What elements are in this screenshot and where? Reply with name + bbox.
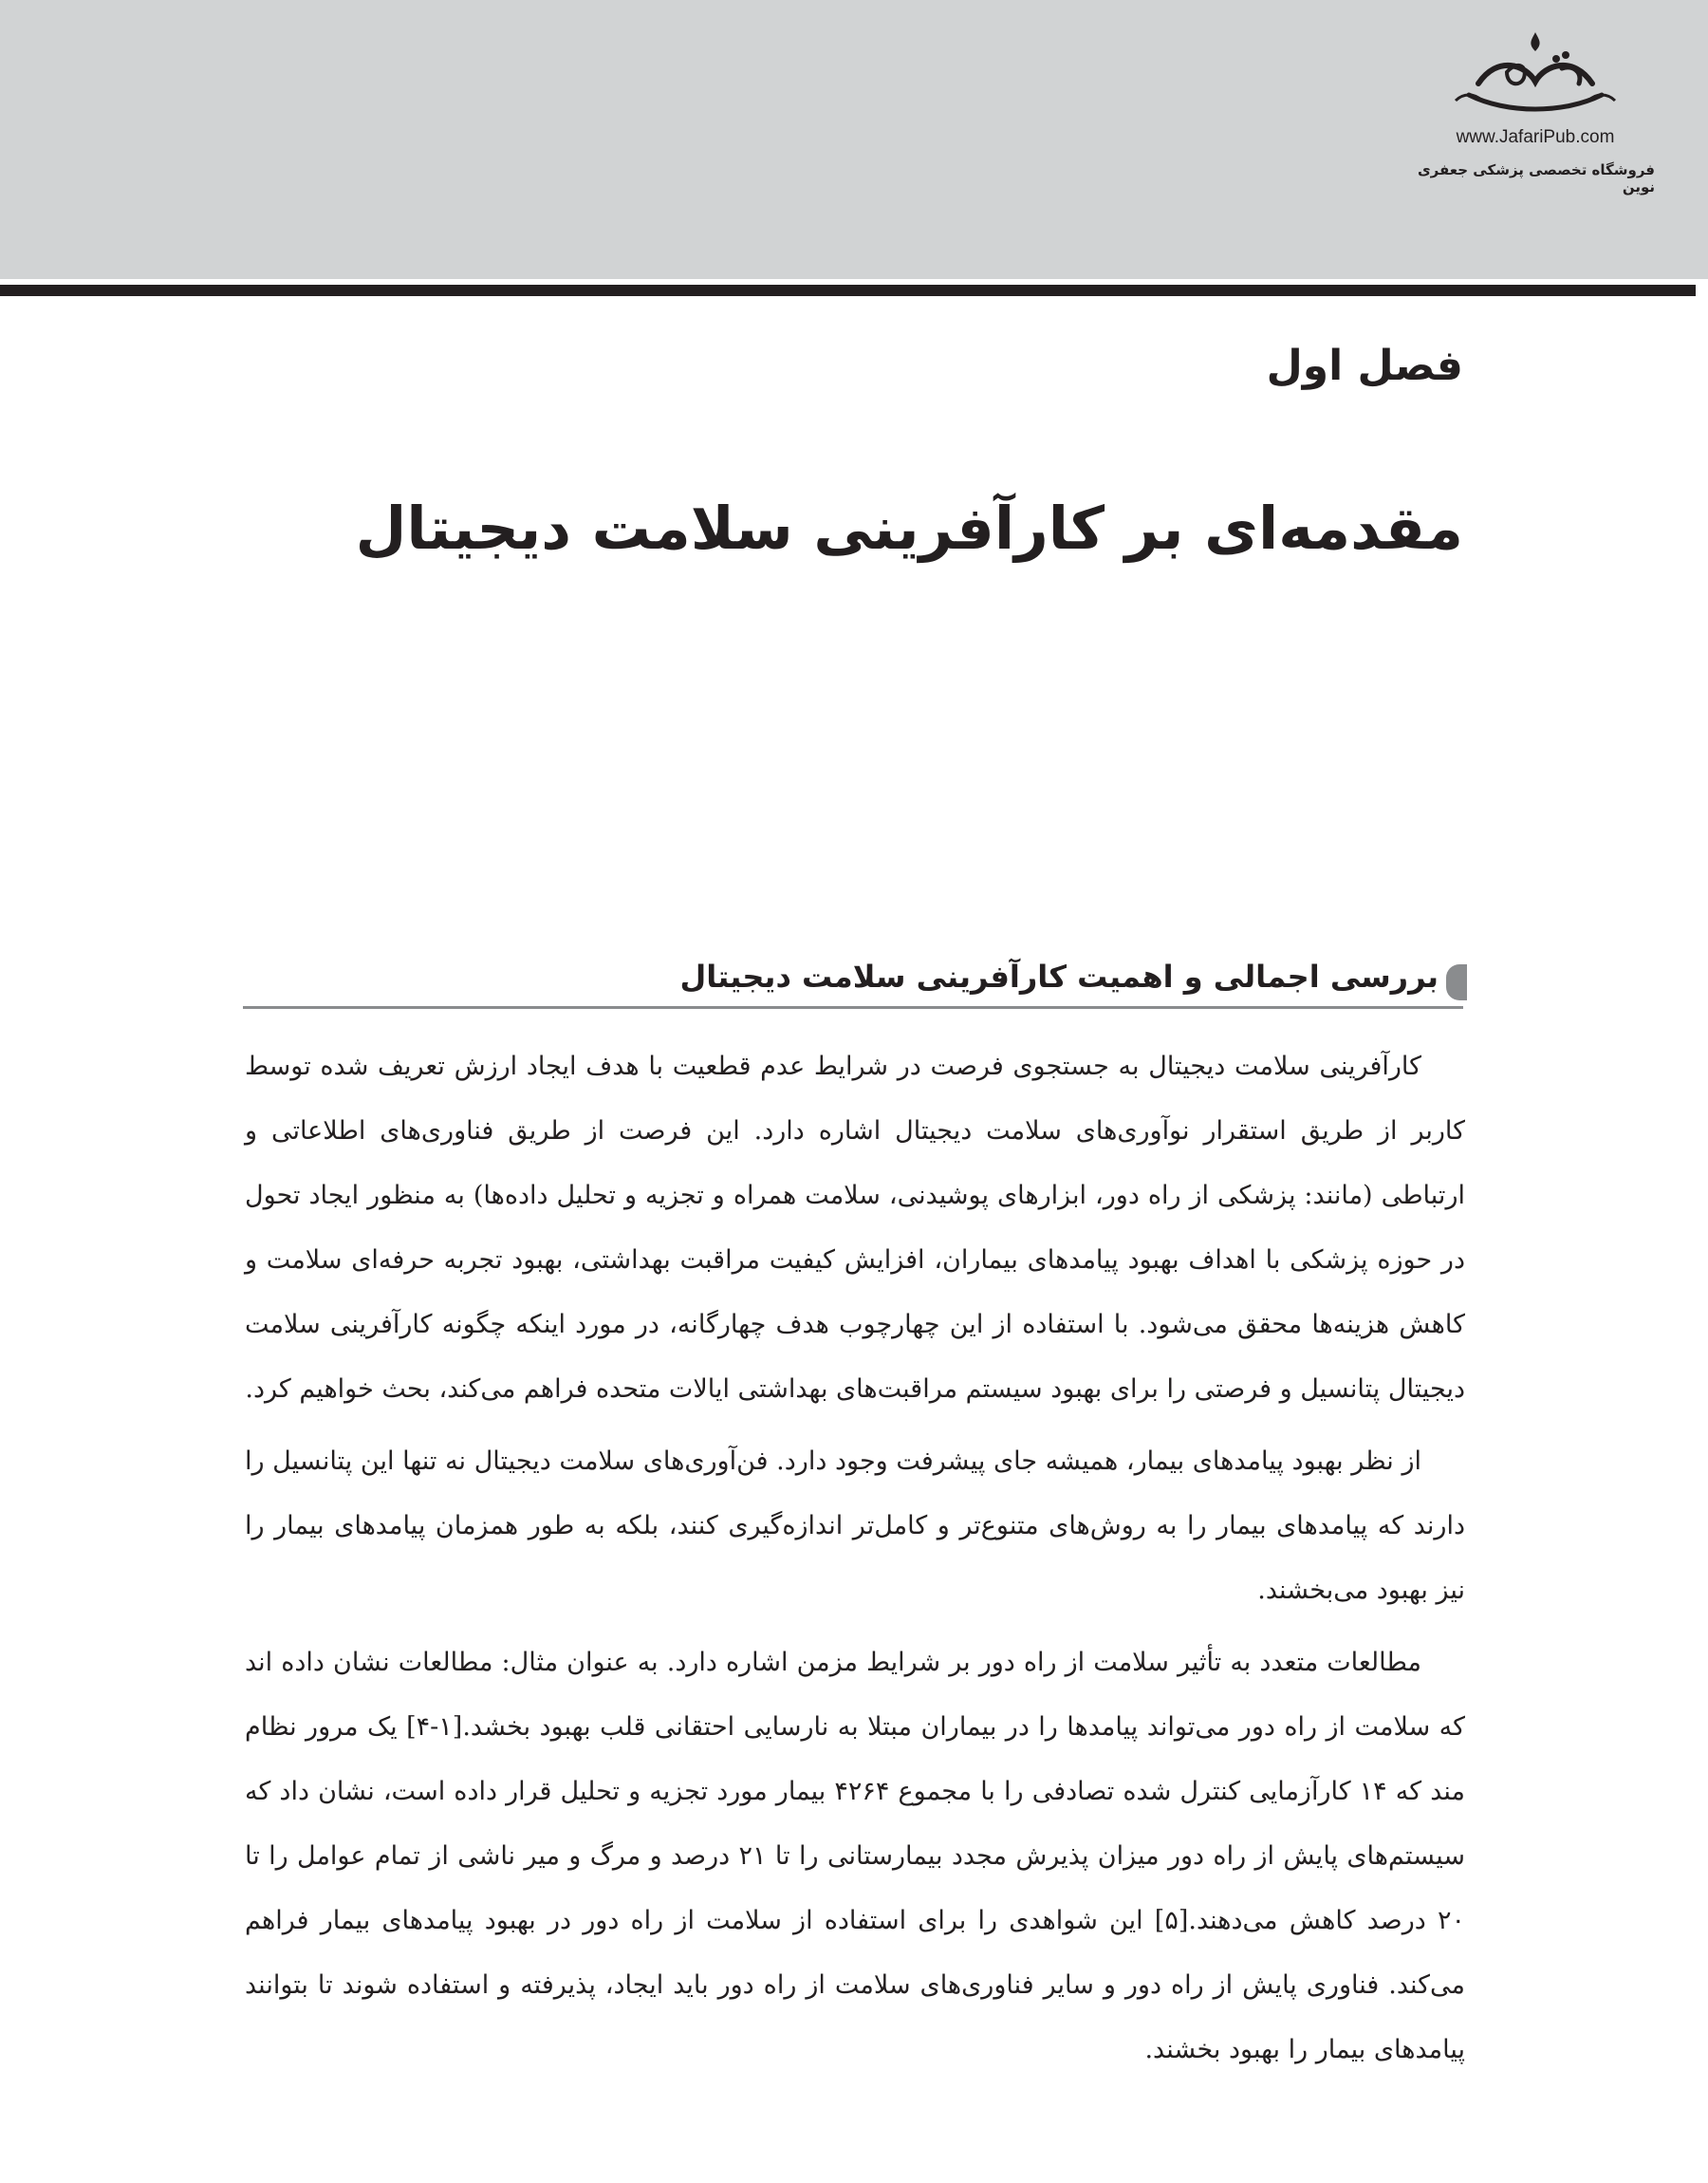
section-heading-text: بررسی اجمالی و اهمیت کارآفرینی سلامت دیجیتال <box>679 959 1439 995</box>
chapter-title: مقدمه‌ای بر کارآفرینی سلامت دیجیتال <box>355 494 1463 563</box>
publisher-url[interactable]: www.JafariPub.com <box>1456 127 1615 147</box>
chapter-label: فصل اول <box>1266 342 1463 390</box>
section-marker-icon <box>1446 964 1467 1000</box>
publisher-tagline: فروشگاه تخصصی پزشکی جعفری نوین <box>1417 161 1655 196</box>
header-band <box>0 0 1708 279</box>
publisher-logo[interactable] <box>1412 27 1659 196</box>
section-heading <box>243 957 1463 1009</box>
body-paragraph: از نظر بهبود پیامدهای بیمار، همیشه جای پیشرفت وجود دارد. فن‌آوری‌های سلامت دیجیتال نه تنها این پتانسیل را دارند که پیامدهای بیمار را به روش‌های متنوع‌تر و کامل‌تر اندازه‌گیری کنند، بلکه به طور همزمان پیامدهای بیمار را نیز بهبود می‌بخشند. <box>245 1446 1465 1605</box>
jafari-pub-logo-icon <box>1440 27 1630 121</box>
body-text <box>245 1035 1465 2090</box>
body-paragraph: کارآفرینی سلامت دیجیتال به جستجوی فرصت در شرایط عدم قطعیت با هدف ایجاد ارزش تعریف شده توسط کاربر از طریق استقرار نوآوری‌های سلامت دیجیتال اشاره دارد. این فرصت از طریق فناوری‌های اطلاعاتی و ارتباطی (مانند: پزشکی از راه دور، ابزارهای پوشیدنی، سلامت همراه و تجزیه و تحلیل داده‌ها) به منظور ایجاد تحول در حوزه پزشکی با اهداف بهبود پیامدهای بیماران، افزایش کیفیت مراقبت بهداشتی، بهبود تجربه حرفه‌ای سلامت و کاهش هزینه‌ها محقق می‌شود. با استفاده از این چهارچوب هدف چهارگانه، در مورد اینکه چگونه کارآفرینی سلامت دیجیتال پتانسیل و فرصتی را برای بهبود سیستم مراقبت‌های بهداشتی ایالات متحده فراهم می‌کند، بحث خواهیم کرد. <box>245 1052 1465 1404</box>
header-divider <box>0 285 1696 296</box>
body-paragraph: مطالعات متعدد به تأثیر سلامت از راه دور بر شرایط مزمن اشاره دارد. به عنوان مثال: مطالعات نشان داده اند که سلامت از راه دور می‌تواند پیامدها را در بیماران مبتلا به نارسایی احتقانی قلب بهبود بخشد.[۱-۴] یک مرور نظام مند که ۱۴ کارآزمایی کنترل شده تصادفی را با مجموع ۴۲۶۴ بیمار مورد تجزیه و تحلیل قرار داده است، نشان داد که سیستم‌های پایش از راه دور میزان پذیرش مجدد بیمارستانی را تا ۲۱ درصد و مرگ و میر ناشی از تمام عوامل را تا ۲۰ درصد کاهش می‌دهند.[۵] این شواهدی را برای استفاده از سلامت از راه دور در بهبود پیامدهای بیمار فراهم می‌کند. فناوری پایش از راه دور و سایر فناوری‌های سلامت از راه دور باید ایجاد، پذیرفته و استفاده شوند تا بتوانند پیامدهای بیمار را بهبود بخشند. <box>245 1648 1466 2064</box>
